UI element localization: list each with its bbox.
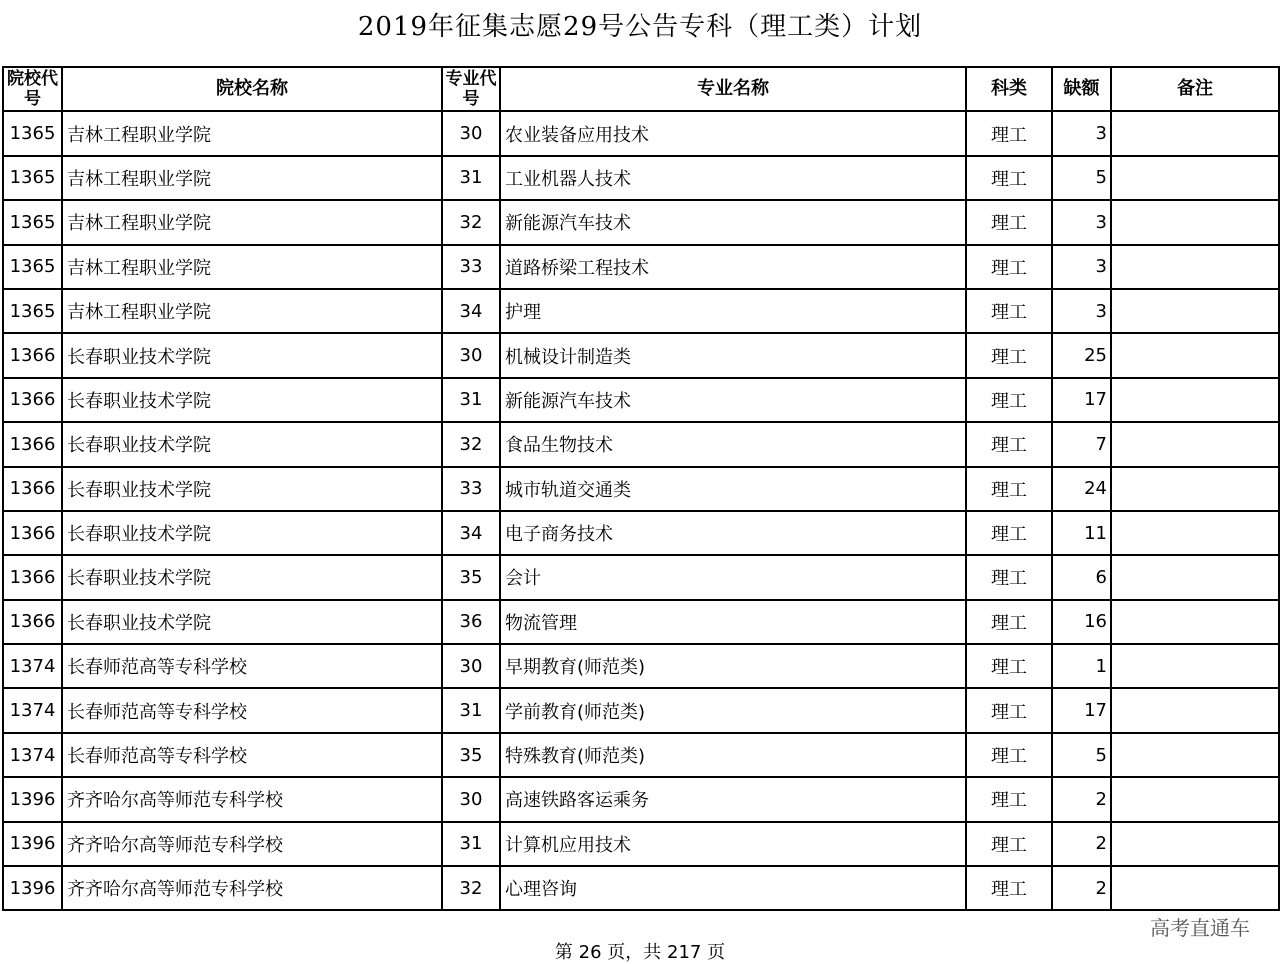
table-header-row <box>3 67 1279 111</box>
cell-school-name: 长春师范高等专科学校 <box>62 688 442 732</box>
cell-school-name: 齐齐哈尔高等师范专科学校 <box>62 822 442 866</box>
cell-school-code: 1374 <box>3 644 62 688</box>
cell-category: 理工 <box>966 111 1052 155</box>
cell-school-code: 1365 <box>3 200 62 244</box>
cell-category: 理工 <box>966 422 1052 466</box>
cell-category: 理工 <box>966 822 1052 866</box>
cell-major-name: 计算机应用技术 <box>500 822 966 866</box>
cell-quota: 2 <box>1052 866 1111 910</box>
cell-remark <box>1111 511 1279 555</box>
cell-quota: 24 <box>1052 467 1111 511</box>
cell-category: 理工 <box>966 156 1052 200</box>
cell-major-name: 心理咨询 <box>500 866 966 910</box>
cell-school-code: 1366 <box>3 555 62 599</box>
cell-major-name: 新能源汽车技术 <box>500 200 966 244</box>
cell-category: 理工 <box>966 200 1052 244</box>
cell-category: 理工 <box>966 555 1052 599</box>
cell-major-name: 道路桥梁工程技术 <box>500 245 966 289</box>
cell-school-code: 1365 <box>3 111 62 155</box>
cell-category: 理工 <box>966 733 1052 777</box>
cell-major-name: 物流管理 <box>500 600 966 644</box>
cell-major-code: 31 <box>442 688 500 732</box>
cell-remark <box>1111 111 1279 155</box>
cell-remark <box>1111 777 1279 821</box>
cell-major-name: 特殊教育(师范类) <box>500 733 966 777</box>
cell-quota: 5 <box>1052 156 1111 200</box>
cell-remark <box>1111 378 1279 422</box>
table-row <box>3 688 1279 732</box>
page-title: 2019年征集志愿29号公告专科（理工类）计划 <box>357 12 923 42</box>
cell-category: 理工 <box>966 777 1052 821</box>
cell-school-name: 长春职业技术学院 <box>62 467 442 511</box>
cell-school-name: 长春职业技术学院 <box>62 333 442 377</box>
cell-major-code: 33 <box>442 467 500 511</box>
cell-quota: 7 <box>1052 422 1111 466</box>
cell-remark <box>1111 555 1279 599</box>
cell-category: 理工 <box>966 600 1052 644</box>
cell-major-name: 电子商务技术 <box>500 511 966 555</box>
cell-quota: 3 <box>1052 111 1111 155</box>
header-quota: 缺额 <box>1052 67 1111 111</box>
cell-remark <box>1111 866 1279 910</box>
cell-school-code: 1366 <box>3 422 62 466</box>
cell-quota: 3 <box>1052 200 1111 244</box>
cell-quota: 2 <box>1052 777 1111 821</box>
table-row <box>3 467 1279 511</box>
table-row <box>3 777 1279 821</box>
cell-school-name: 长春职业技术学院 <box>62 555 442 599</box>
cell-school-code: 1396 <box>3 866 62 910</box>
cell-major-name: 新能源汽车技术 <box>500 378 966 422</box>
header-major-code: 专业代号 <box>442 67 500 111</box>
cell-quota: 3 <box>1052 245 1111 289</box>
cell-major-name: 机械设计制造类 <box>500 333 966 377</box>
cell-quota: 2 <box>1052 822 1111 866</box>
table-row <box>3 866 1279 910</box>
table-row <box>3 555 1279 599</box>
cell-major-code: 35 <box>442 555 500 599</box>
cell-school-code: 1365 <box>3 156 62 200</box>
table-row <box>3 289 1279 333</box>
cell-school-name: 长春职业技术学院 <box>62 600 442 644</box>
plan-table <box>2 66 1280 911</box>
cell-major-name: 早期教育(师范类) <box>500 644 966 688</box>
cell-remark <box>1111 333 1279 377</box>
cell-school-code: 1366 <box>3 333 62 377</box>
cell-school-name: 吉林工程职业学院 <box>62 111 442 155</box>
cell-major-code: 30 <box>442 644 500 688</box>
cell-school-name: 齐齐哈尔高等师范专科学校 <box>62 777 442 821</box>
cell-school-code: 1365 <box>3 245 62 289</box>
cell-school-code: 1366 <box>3 600 62 644</box>
page-footer: 第 26 页，共 217 页 <box>554 942 726 963</box>
cell-school-name: 吉林工程职业学院 <box>62 289 442 333</box>
cell-remark <box>1111 688 1279 732</box>
cell-category: 理工 <box>966 866 1052 910</box>
cell-remark <box>1111 289 1279 333</box>
table-row <box>3 333 1279 377</box>
cell-remark <box>1111 422 1279 466</box>
table-row <box>3 111 1279 155</box>
cell-school-name: 齐齐哈尔高等师范专科学校 <box>62 866 442 910</box>
cell-remark <box>1111 200 1279 244</box>
table-row <box>3 422 1279 466</box>
cell-major-name: 农业装备应用技术 <box>500 111 966 155</box>
table-row <box>3 822 1279 866</box>
cell-school-name: 吉林工程职业学院 <box>62 245 442 289</box>
table-row <box>3 378 1279 422</box>
table-row <box>3 644 1279 688</box>
watermark: 高考直通车 <box>1150 916 1250 940</box>
cell-major-code: 33 <box>442 245 500 289</box>
table-row <box>3 245 1279 289</box>
table-body <box>3 111 1279 910</box>
cell-remark <box>1111 245 1279 289</box>
header-remark: 备注 <box>1111 67 1279 111</box>
cell-major-name: 食品生物技术 <box>500 422 966 466</box>
cell-major-name: 高速铁路客运乘务 <box>500 777 966 821</box>
table-row <box>3 600 1279 644</box>
cell-school-name: 长春师范高等专科学校 <box>62 733 442 777</box>
cell-major-name: 护理 <box>500 289 966 333</box>
cell-category: 理工 <box>966 467 1052 511</box>
cell-school-code: 1374 <box>3 733 62 777</box>
cell-category: 理工 <box>966 644 1052 688</box>
cell-school-code: 1396 <box>3 822 62 866</box>
cell-category: 理工 <box>966 333 1052 377</box>
cell-major-code: 30 <box>442 333 500 377</box>
header-category: 科类 <box>966 67 1052 111</box>
cell-major-code: 30 <box>442 111 500 155</box>
cell-quota: 17 <box>1052 378 1111 422</box>
cell-school-name: 吉林工程职业学院 <box>62 156 442 200</box>
cell-quota: 11 <box>1052 511 1111 555</box>
cell-quota: 3 <box>1052 289 1111 333</box>
cell-major-name: 城市轨道交通类 <box>500 467 966 511</box>
cell-major-code: 32 <box>442 866 500 910</box>
cell-major-name: 会计 <box>500 555 966 599</box>
table-row <box>3 511 1279 555</box>
cell-school-name: 长春职业技术学院 <box>62 378 442 422</box>
cell-school-name: 长春职业技术学院 <box>62 422 442 466</box>
cell-quota: 16 <box>1052 600 1111 644</box>
header-school-code: 院校代号 <box>3 67 62 111</box>
cell-remark <box>1111 467 1279 511</box>
cell-major-name: 工业机器人技术 <box>500 156 966 200</box>
cell-major-code: 32 <box>442 422 500 466</box>
cell-school-name: 长春师范高等专科学校 <box>62 644 442 688</box>
cell-quota: 17 <box>1052 688 1111 732</box>
cell-category: 理工 <box>966 245 1052 289</box>
cell-remark <box>1111 644 1279 688</box>
table-row <box>3 733 1279 777</box>
cell-remark <box>1111 156 1279 200</box>
cell-major-code: 34 <box>442 289 500 333</box>
cell-major-code: 31 <box>442 156 500 200</box>
cell-school-code: 1366 <box>3 511 62 555</box>
cell-major-name: 学前教育(师范类) <box>500 688 966 732</box>
cell-major-code: 30 <box>442 777 500 821</box>
cell-major-code: 35 <box>442 733 500 777</box>
cell-remark <box>1111 733 1279 777</box>
cell-remark <box>1111 822 1279 866</box>
cell-quota: 5 <box>1052 733 1111 777</box>
table-row <box>3 200 1279 244</box>
cell-major-code: 36 <box>442 600 500 644</box>
cell-quota: 1 <box>1052 644 1111 688</box>
cell-school-name: 吉林工程职业学院 <box>62 200 442 244</box>
cell-school-code: 1374 <box>3 688 62 732</box>
cell-school-code: 1366 <box>3 467 62 511</box>
cell-major-code: 32 <box>442 200 500 244</box>
cell-major-code: 31 <box>442 822 500 866</box>
cell-category: 理工 <box>966 289 1052 333</box>
cell-category: 理工 <box>966 378 1052 422</box>
table-row <box>3 156 1279 200</box>
cell-school-code: 1366 <box>3 378 62 422</box>
cell-category: 理工 <box>966 511 1052 555</box>
cell-major-code: 31 <box>442 378 500 422</box>
header-major-name: 专业名称 <box>500 67 966 111</box>
cell-quota: 25 <box>1052 333 1111 377</box>
cell-school-code: 1365 <box>3 289 62 333</box>
header-school-name: 院校名称 <box>62 67 442 111</box>
cell-major-code: 34 <box>442 511 500 555</box>
cell-school-code: 1396 <box>3 777 62 821</box>
cell-school-name: 长春职业技术学院 <box>62 511 442 555</box>
cell-remark <box>1111 600 1279 644</box>
cell-category: 理工 <box>966 688 1052 732</box>
cell-quota: 6 <box>1052 555 1111 599</box>
